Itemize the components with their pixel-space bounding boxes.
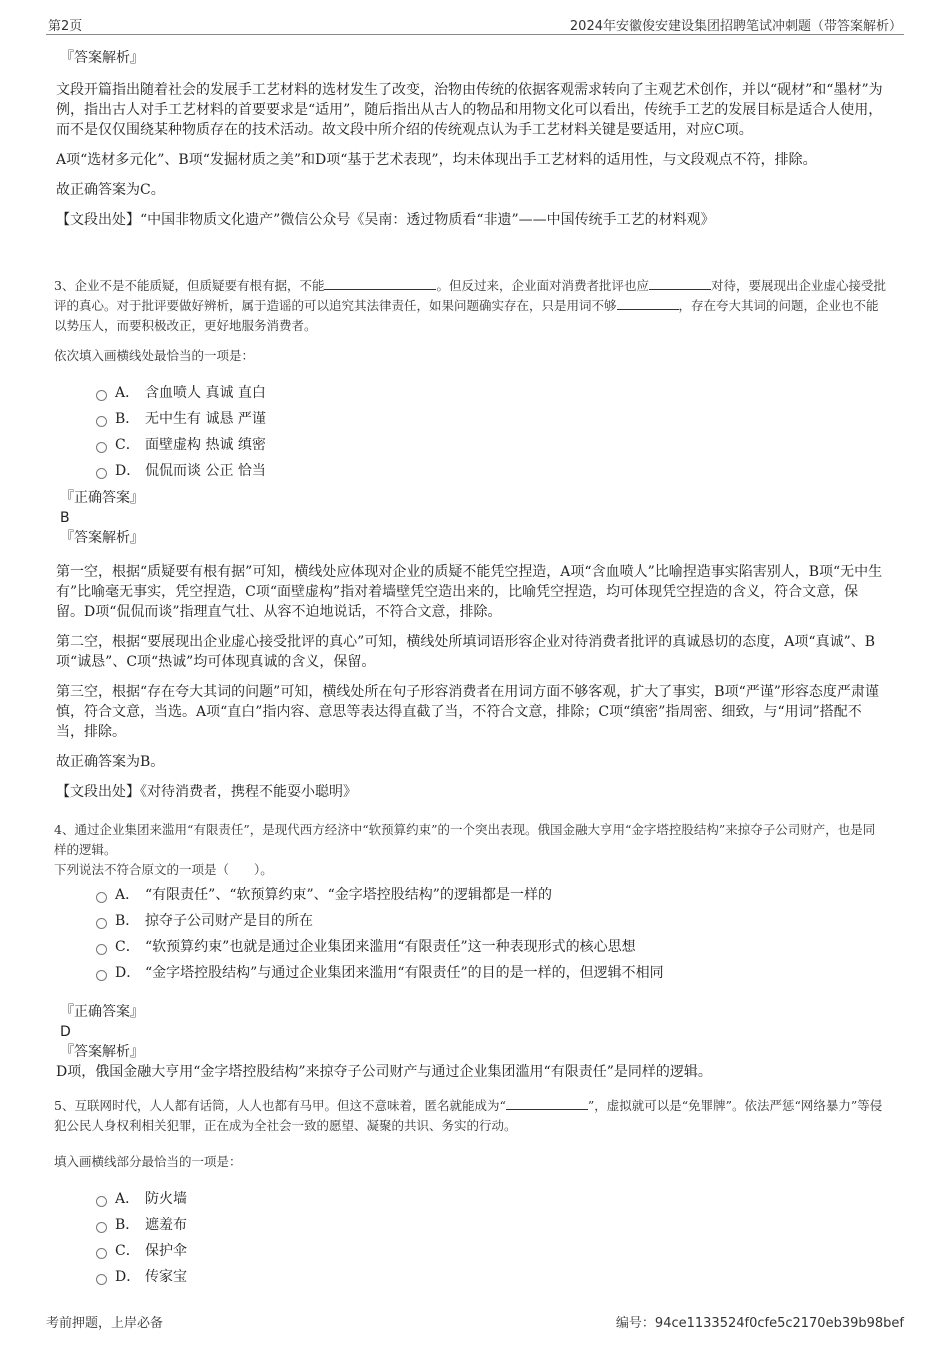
correct-answer: B: [60, 510, 70, 526]
source-citation: 【文段出处】“中国非物质文化遗产”微信公众号《吴南：透过物质看“非遗”——中国传统手工艺的材料观》: [56, 212, 715, 228]
page-number: 第2页: [48, 19, 83, 34]
radio-icon[interactable]: [96, 1222, 107, 1233]
analysis-label: 『答案解析』: [60, 1044, 144, 1060]
question-hint: 下列说法不符合原文的一项是（ ）。: [54, 862, 273, 877]
analysis-paragraph: 文段开篇指出随着社会的发展手工艺材料的选材发生了改变，治物由传统的依据客观需求转向了主观艺术创作，并以“砚材”和“墨材”为例，指出古人对手工艺材料的首要要求是“适用”，随后指出从古人的物品和用物文化可以看出，传统手工艺的发展目标是适合人使用，而不是仅仅围绕某种物质存在的技术活动。故文段中所介绍的传统观点认为手工艺材料关键是要适用，对应C项。: [56, 82, 883, 138]
options-list: [56, 882, 664, 986]
question-stem: 5、互联网时代，人人都有话筒，人人也都有马甲。但这不意味着，匿名就能成为“ ”，虚拟就可以是“免罪牌”。依法严惩“网络暴力”等侵犯公民人身权利相关犯罪，正在成为全社会一致的愿望、凝聚的共识、务实的行动。: [54, 1098, 883, 1133]
option-c[interactable]: C． 面壁虚构 热诚 缜密: [96, 432, 266, 458]
radio-icon[interactable]: [96, 892, 107, 903]
option-a[interactable]: A． 含血喷人 真诚 直白: [96, 380, 266, 406]
analysis-paragraph: 故正确答案为C。: [56, 182, 165, 198]
option-b[interactable]: B． 无中生有 诚恳 严谨: [96, 406, 266, 432]
option-a[interactable]: A． 防火墙: [96, 1186, 187, 1212]
fill-blank: [649, 276, 711, 290]
correct-label: 『正确答案』: [60, 490, 144, 506]
question-hint: 依次填入画横线处最恰当的一项是：: [54, 348, 255, 363]
question-3: [54, 276, 886, 336]
source-citation: 【文段出处】《对待消费者，携程不能耍小聪明》: [56, 784, 357, 800]
correct-label: 『正确答案』: [60, 1004, 144, 1020]
document-code: 编号：94ce1133524f0cfe5c2170eb39b98bef: [615, 1316, 904, 1331]
radio-icon[interactable]: [96, 1196, 107, 1207]
option-d[interactable]: D． 侃侃而谈 公正 恰当: [96, 458, 266, 484]
option-a[interactable]: A． “有限责任”、“软预算约束”、“金字塔控股结构”的逻辑都是一样的: [96, 882, 664, 908]
fill-blank: [324, 276, 436, 290]
radio-icon[interactable]: [96, 390, 107, 401]
fill-blank: [617, 296, 679, 310]
analysis-paragraph: 第二空，根据“要展现出企业虚心接受批评的真心”可知，横线处所填词语形容企业对待消费者批评的真诚恳切的态度，A项“真诚”、B项“诚恳”、C项“热诚”均可体现真诚的含义，保留。: [56, 634, 876, 670]
option-b[interactable]: B． 掠夺子公司财产是目的所在: [96, 908, 664, 934]
analysis-label: 『答案解析』: [60, 50, 144, 66]
fill-blank: [506, 1096, 588, 1110]
document-title: 2024年安徽俊安建设集团招聘笔试冲刺题（带答案解析）: [569, 19, 902, 34]
options-list: [56, 380, 266, 484]
correct-answer: D: [60, 1024, 71, 1040]
radio-icon[interactable]: [96, 1274, 107, 1285]
option-d[interactable]: D． “金字塔控股结构”与通过企业集团来滥用“有限责任”的目的是一样的，但逻辑不相同: [96, 960, 664, 986]
radio-icon[interactable]: [96, 970, 107, 981]
analysis-paragraph: D项，俄国金融大亨用“金字塔控股结构”来掠夺子公司财产与通过企业集团滥用“有限责任”是同样的逻辑。: [56, 1064, 712, 1080]
radio-icon[interactable]: [96, 442, 107, 453]
analysis-label: 『答案解析』: [60, 530, 144, 546]
option-d[interactable]: D． 传家宝: [96, 1264, 187, 1290]
radio-icon[interactable]: [96, 918, 107, 929]
analysis-paragraph: 第一空，根据“质疑要有根有据”可知，横线处应体现对企业的质疑不能凭空捏造，A项“含血喷人”比喻捏造事实陷害别人，B项“无中生有”比喻毫无事实，凭空捏造，C项“面壁虚构”指对着墙壁凭空造出来的，比喻凭空捏造，均可体现凭空捏造的含义，符合文意，保留。D项“侃侃而谈”指理直气壮、从容不迫地说话，不符合文意，排除。: [56, 564, 883, 620]
radio-icon[interactable]: [96, 944, 107, 955]
question-5: [54, 1096, 886, 1136]
option-c[interactable]: C． “软预算约束”也就是通过企业集团来滥用“有限责任”这一种表现形式的核心思想: [96, 934, 664, 960]
radio-icon[interactable]: [96, 468, 107, 479]
radio-icon[interactable]: [96, 1248, 107, 1259]
analysis-paragraph: 第三空，根据“存在夸大其词的问题”可知，横线处所在句子形容消费者在用词方面不够客观，扩大了事实，B项“严谨”形容态度严肃谨慎，符合文意，当选。A项“直白”指内容、意思等表达得直截了当，不符合文意，排除；C项“缜密”指周密、细致，与“用词”搭配不当，排除。: [56, 684, 879, 740]
option-b[interactable]: B． 遮羞布: [96, 1212, 187, 1238]
footer-slogan: 考前押题，上岸必备: [46, 1316, 164, 1331]
page-header: [46, 12, 904, 35]
options-list: [56, 1186, 187, 1290]
analysis-paragraph: 故正确答案为B。: [56, 754, 165, 770]
question-stem: 3、企业不是不能质疑，但质疑要有根有据，不能 。但反过来，企业面对消费者批评也应 对待，要展现出企业虚心接受批评的真心。对于批评要做好辨析，属于造谣的可以追究其法律责任，如果问题确实存在，只是用词不够 ，存在夸大其词的问题，企业也不能以势压人，而要积极改正，更好地服务消费者。: [54, 278, 886, 333]
analysis-paragraph: A项“选材多元化”、B项“发掘材质之美”和D项“基于艺术表现”，均未体现出手工艺材料的适用性，与文段观点不符，排除。: [56, 152, 817, 168]
question-stem: 4、通过企业集团来滥用“有限责任”，是现代西方经济中“软预算约束”的一个突出表现。俄国金融大亨用“金字塔控股结构”来掠夺子公司财产，也是同样的逻辑。: [54, 822, 876, 857]
page-footer: [46, 1312, 904, 1332]
question-hint: 填入画横线部分最恰当的一项是：: [54, 1154, 242, 1169]
radio-icon[interactable]: [96, 416, 107, 427]
option-c[interactable]: C． 保护伞: [96, 1238, 187, 1264]
